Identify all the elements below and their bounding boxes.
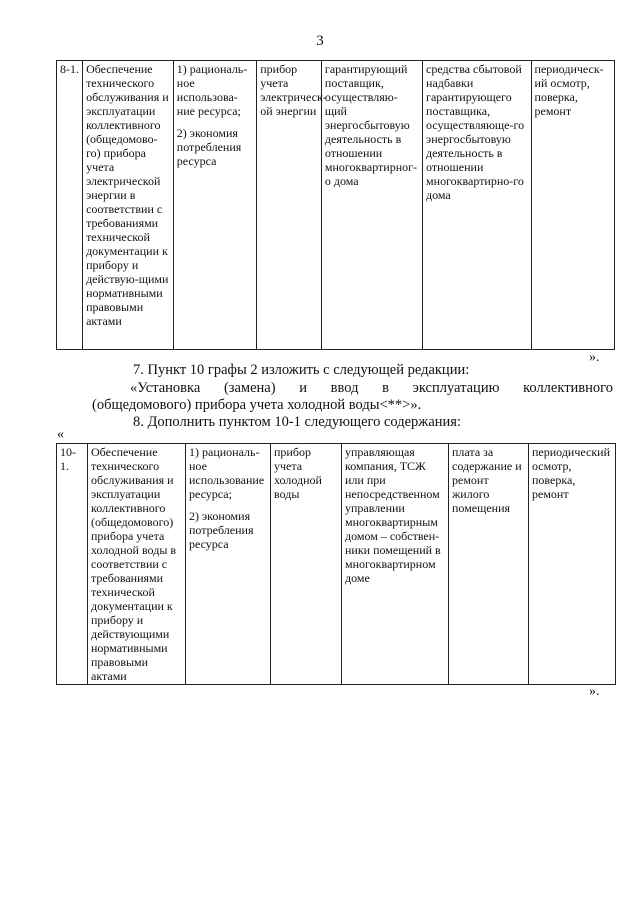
responsible-cell: гарантирующий поставщик, осуществляю-щий энергосбытовую деятельность в отношении многоквартирног-о дома <box>321 61 422 350</box>
opening-quote: « <box>57 427 64 442</box>
frequency-cell: периодический осмотр, поверка, ремонт <box>529 444 616 685</box>
goal-2: 2) экономия потребления ресурса <box>176 126 242 168</box>
measure-description: Обеспечение технического обслуживания и эксплуатации коллективного (общедомово-го) прибора учета электрической энергии в соответствии с требованиями технической документации к прибору и действую-щими нормативными правовыми актами <box>83 61 174 350</box>
goal-1: 1) рациональ-ное использование ресурса; <box>189 445 265 501</box>
goal-cell <box>186 444 271 685</box>
row-number: 8-1. <box>57 61 83 350</box>
page-number: 3 <box>316 33 324 49</box>
table-item-10-1 <box>56 443 616 685</box>
table-row <box>57 61 615 350</box>
paragraph-7-intro: 7. Пункт 10 графы 2 изложить с следующей редакции: <box>133 362 470 378</box>
paragraph-7-text-cont: (общедомового) прибора учета холодной воды<**>». <box>92 397 422 413</box>
responsible-cell: управляющая компания, ТСЖ или при непосредственном управлении многоквартирным домом – собствен-ники помещений в многоквартирном доме <box>342 444 449 685</box>
goal-2: 2) экономия потребления ресурса <box>189 509 254 551</box>
funding-cell: средства сбытовой надбавки гарантирующего поставщика, осуществляюще-го энергосбытовую деятельность в отношении многоквартирно-го дома <box>423 61 531 350</box>
table-item-8-1 <box>56 60 615 350</box>
funding-cell: плата за содержание и ремонт жилого помещения <box>449 444 529 685</box>
frequency-cell: периодическ-ий осмотр, поверка, ремонт <box>531 61 614 350</box>
table-row <box>57 444 616 685</box>
closing-quote: ». <box>589 684 600 699</box>
goal-1: 1) рациональ-ное использова-ние ресурса; <box>176 62 248 118</box>
row-number: 10-1. <box>57 444 88 685</box>
paragraph-8-intro: 8. Дополнить пунктом 10-1 следующего содержания: <box>133 414 461 430</box>
goal-cell <box>173 61 256 350</box>
measure-description: Обеспечение технического обслуживания и эксплуатации коллективного (общедомового) прибора учета холодной воды в соответствии с требованиями технической документации к прибору и действующими нормативными правовыми актами <box>88 444 186 685</box>
object-cell: прибор учета электрическ-ой энергии <box>257 61 322 350</box>
paragraph-7-text: «Установка (замена) и ввод в эксплуатацию коллективного <box>130 380 613 396</box>
object-cell: прибор учета холодной воды <box>271 444 342 685</box>
closing-quote: ». <box>589 350 600 365</box>
